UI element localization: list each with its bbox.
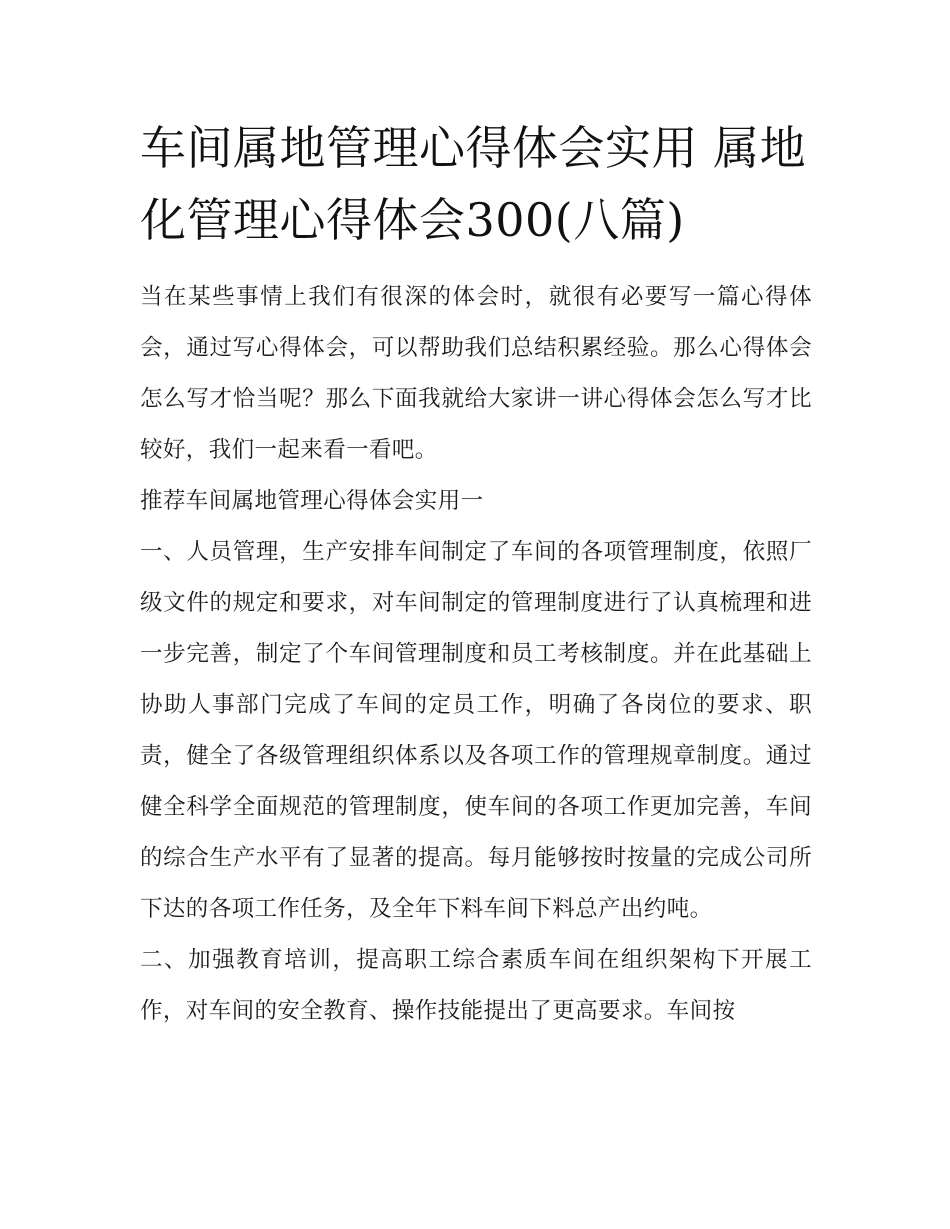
body-paragraph-personnel: 一、人员管理，生产安排车间制定了车间的各项管理制度，依照厂级文件的规定和要求，对车间制定的管理制度进行了认真梳理和进一步完善，制定了个车间管理制度和员工考核制度。并在此基础上协助人事部门完成了车间的定员工作，明确了各岗位的要求、职责，健全了各级管理组织体系以及各项工作的管理规章制度。通过健全科学全面规范的管理制度，使车间的各项工作更加完善，车间的综合生产水平有了显著的提高。每月能够按时按量的完成公司所下达的各项工作任务，及全年下料车间下料总产出约吨。 [140, 539, 812, 922]
intro-paragraph: 当在某些事情上我们有很深的体会时，就很有必要写一篇心得体会，通过写心得体会，可以帮助我们总结积累经验。那么心得体会怎么写才恰当呢？那么下面我就给大家讲一讲心得体会怎么写才比较好，我们一起来看一看吧。 [140, 284, 812, 463]
document-title: 车间属地管理心得体会实用 属地化管理心得体会300(八篇) [140, 121, 807, 247]
section-heading: 推荐车间属地管理心得体会实用一 [140, 488, 484, 514]
body-paragraph-training: 二、加强教育培训，提高职工综合素质车间在组织架构下开展工作，对车间的安全教育、操作技能提出了更高要求。车间按 [140, 947, 812, 1024]
document-body [140, 112, 812, 1037]
